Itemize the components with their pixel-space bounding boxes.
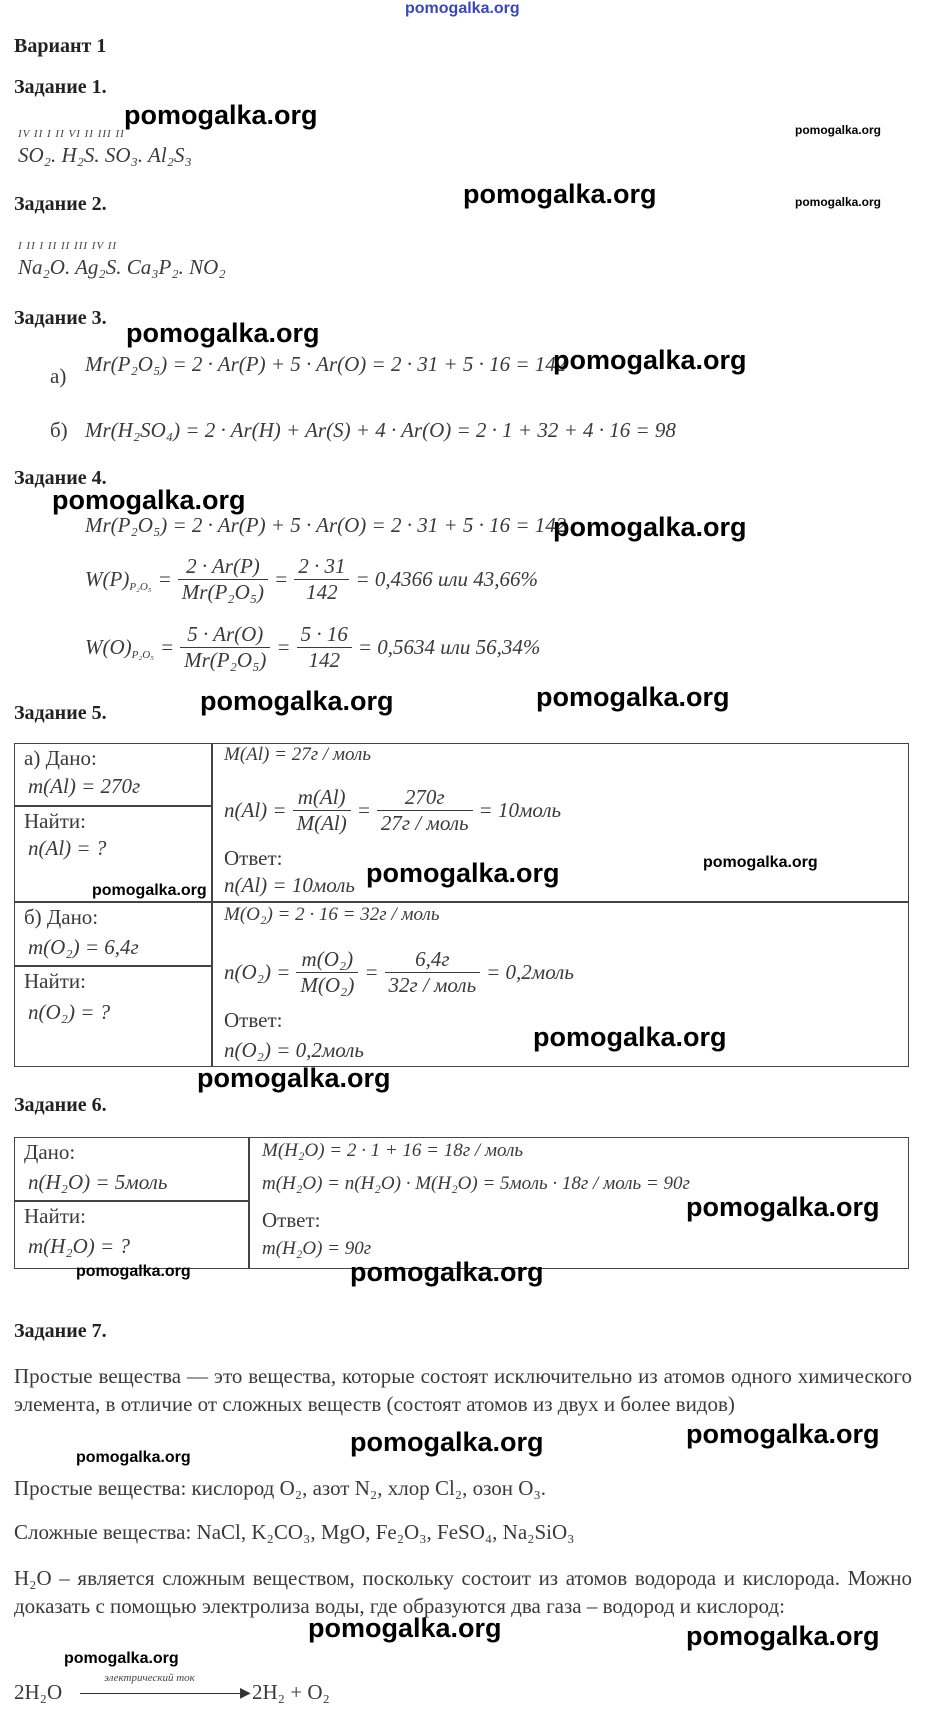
task3-a-formula: Mr(P₂O₅) = 2 · Ar(P) + 5 · Ar(O) = 2 · 31 + 5 · 16 = 142 [85, 352, 567, 376]
top-watermark[interactable]: pomogalka.org [405, 0, 520, 17]
a-num1: m(Al) [293, 785, 351, 811]
task7-eq-arrow-label: электрический ток [104, 1672, 195, 1684]
task5-b-find-value: n(O₂) = ? [28, 1000, 111, 1024]
watermark: pomogalka.org [200, 686, 394, 716]
task2-title: Задание 2. [14, 193, 107, 215]
wp-num1: 2 · Ar(P) [178, 554, 268, 580]
task7-eq-right: 2H₂ + O₂ [252, 1680, 330, 1704]
task6-mass: m(H₂O) = n(H₂O) · M(H₂O) = 5моль · 18г / моль = 90г [262, 1173, 690, 1194]
task4-line1: Mr(P₂O₅) = 2 · Ar(P) + 5 · Ar(O) = 2 · 31 + 5 · 16 = 142 [85, 513, 567, 537]
task2-valences: I II I II II III IV II [18, 240, 118, 252]
task3-title: Задание 3. [14, 307, 107, 329]
wp-den2: 142 [306, 579, 338, 604]
task5-b-given-label: б) Дано: [24, 905, 99, 929]
watermark: pomogalka.org [64, 1650, 179, 1667]
task5-a-answer-label: Ответ: [224, 846, 283, 870]
a-n-lhs: n(Al) = [224, 797, 287, 822]
variant-title: Вариант 1 [14, 35, 107, 57]
task7-paragraph-1: Простые вещества — это вещества, которые состоят исключительно из атомов одного химического элемента, в отличие от сложных веществ (состоят атомов из двух и более видов) [14, 1364, 912, 1416]
task6-given-value: n(H₂O) = 5моль [28, 1170, 168, 1194]
task5-b-find-label: Найти: [24, 969, 86, 993]
wp-result: = 0,4366 или 43,66% [355, 566, 539, 591]
watermark: pomogalka.org [92, 882, 207, 899]
task5-a-find-value: n(Al) = ? [28, 836, 107, 860]
watermark: pomogalka.org [533, 1022, 727, 1052]
watermark: pomogalka.org [366, 858, 560, 888]
watermark: pomogalka.org [795, 195, 882, 209]
a-den2: 27г / моль [380, 810, 469, 835]
watermark: pomogalka.org [686, 1192, 880, 1222]
task5-a-molar: M(Al) = 27г / моль [224, 744, 371, 765]
task5-a-answer: n(Al) = 10моль [224, 873, 355, 897]
watermark: pomogalka.org [686, 1621, 880, 1651]
task5-b-n-equation: n(O₂) = $\frac{\text{m(O₂)}}{\text{M(O₂)}}$ = $\frac{6,4г}{\text{32г / моль}}$ = 0,2моль [224, 946, 574, 997]
task6-find-value: m(H₂O) = ? [28, 1234, 130, 1258]
task3-b-label: б) [50, 418, 68, 442]
wp-den1: Mr(P₂O₅) [181, 579, 265, 604]
task2-formulas: Na₂O. Ag₂S. Ca₃P₂. NO₂ [18, 255, 226, 279]
watermark: pomogalka.org [126, 318, 320, 348]
task3-a-label: а) [50, 364, 67, 388]
wo-num1: 5 · Ar(O) [180, 622, 270, 648]
b-num2: 6,4г [385, 947, 481, 973]
task5-b-answer: n(O₂) = 0,2моль [224, 1038, 364, 1062]
task1-formulas: SO₂. H₂S. SO₃. Al₂S₃ [18, 143, 192, 167]
watermark: pomogalka.org [350, 1257, 544, 1287]
task5-b-given-value: m(O₂) = 6,4г [28, 935, 139, 959]
watermark: pomogalka.org [795, 123, 882, 137]
watermark: pomogalka.org [308, 1613, 502, 1643]
task1-valences: IV II I II VI II III II [18, 128, 125, 140]
a-num2: 270г [377, 785, 473, 811]
task7-paragraph-3: Сложные вещества: NaCl, K₂CO₃, MgO, Fe₂O₃, FeSO₄, Na₂SiO₃ [14, 1520, 575, 1544]
watermark: pomogalka.org [350, 1427, 544, 1457]
a-den1: M(Al) [296, 810, 347, 835]
watermark: pomogalka.org [463, 179, 657, 209]
task6-title: Задание 6. [14, 1094, 107, 1116]
task5-a-find-label: Найти: [24, 809, 86, 833]
watermark: pomogalka.org [686, 1419, 880, 1449]
watermark: pomogalka.org [553, 512, 747, 542]
wp-sub: P₂O₅ [129, 581, 152, 593]
task4-wp-equation: W(P) $_{P_2O_5}$ = $\frac{2 \cdot Ar(P)}{\text{Mr(P₂O₅)}}$ = $\frac{2 \cdot 31}{142}$ = 0,4366 или 43,66% [85, 553, 539, 604]
task7-paragraph-4: H₂O – является сложным веществом, поскольку состоит из атомов водорода и кислорода. Можно доказать с помощью электролиза воды, где образуются два газа – водород и кислород: [14, 1566, 912, 1618]
task4-wo-equation: W(O) $_{P_2O_5}$ = $\frac{5 \cdot Ar(O)}{\text{Mr(P₂O₅)}}$ = $\frac{5 \cdot 16}{142}$ = 0,5634 или 56,34% [85, 621, 541, 672]
watermark: pomogalka.org [76, 1263, 191, 1280]
wo-result: = 0,5634 или 56,34% [357, 634, 541, 659]
watermark: pomogalka.org [76, 1449, 191, 1466]
watermark: pomogalka.org [536, 682, 730, 712]
task5-a-given-label: а) Дано: [24, 746, 97, 770]
wo-den2: 142 [308, 647, 340, 672]
task5-b-molar: M(O₂) = 2 · 16 = 32г / моль [224, 904, 440, 925]
task4-title: Задание 4. [14, 467, 107, 489]
wo-lhs: W(O) [85, 634, 132, 659]
wp-lhs: W(P) [85, 566, 130, 591]
task3-b-formula: Mr(H₂SO₄) = 2 · Ar(H) + Ar(S) + 4 · Ar(O) = 2 · 1 + 32 + 4 · 16 = 98 [85, 418, 676, 442]
watermark: pomogalka.org [553, 345, 747, 375]
task6-given-label: Дано: [24, 1140, 76, 1164]
wo-num2: 5 · 16 [297, 622, 352, 648]
wo-den1: Mr(P₂O₅) [184, 647, 267, 672]
task7-eq-left: 2H₂O [14, 1680, 63, 1704]
b-den1: M(O₂) [300, 972, 355, 997]
b-result: = 0,2моль [486, 959, 574, 984]
b-den2: 32г / моль [388, 972, 477, 997]
a-result: = 10моль [478, 797, 562, 822]
task6-molar: M(H₂O) = 2 · 1 + 16 = 18г / моль [262, 1140, 524, 1161]
task1-title: Задание 1. [14, 76, 107, 98]
wp-num2: 2 · 31 [294, 554, 349, 580]
task5-a-n-equation: n(Al) = $\frac{m(Al)}{M(Al)}$ = $\frac{270г}{\text{27г / моль}}$ = 10моль [224, 784, 562, 835]
watermark: pomogalka.org [124, 100, 318, 130]
wo-sub: P₂O₅ [131, 649, 154, 661]
task5-title: Задание 5. [14, 702, 107, 724]
task5-b-answer-label: Ответ: [224, 1008, 283, 1032]
task7-paragraph-2: Простые вещества: кислород O₂, азот N₂, хлор Cl₂, озон O₃. [14, 1476, 547, 1500]
task6-answer-label: Ответ: [262, 1208, 321, 1232]
watermark: pomogalka.org [52, 485, 246, 515]
watermark: pomogalka.org [197, 1063, 391, 1093]
task7-title: Задание 7. [14, 1320, 107, 1342]
task6-find-label: Найти: [24, 1204, 86, 1228]
watermark: pomogalka.org [703, 854, 818, 871]
task5-a-given-value: m(Al) = 270г [28, 774, 141, 798]
arrow-head-icon: ▶ [240, 1686, 251, 1701]
task6-answer: m(H₂O) = 90г [262, 1238, 372, 1259]
b-n-lhs: n(O₂) = [224, 959, 291, 984]
b-num1: m(O₂) [296, 947, 358, 973]
reaction-arrow-icon [80, 1693, 248, 1694]
